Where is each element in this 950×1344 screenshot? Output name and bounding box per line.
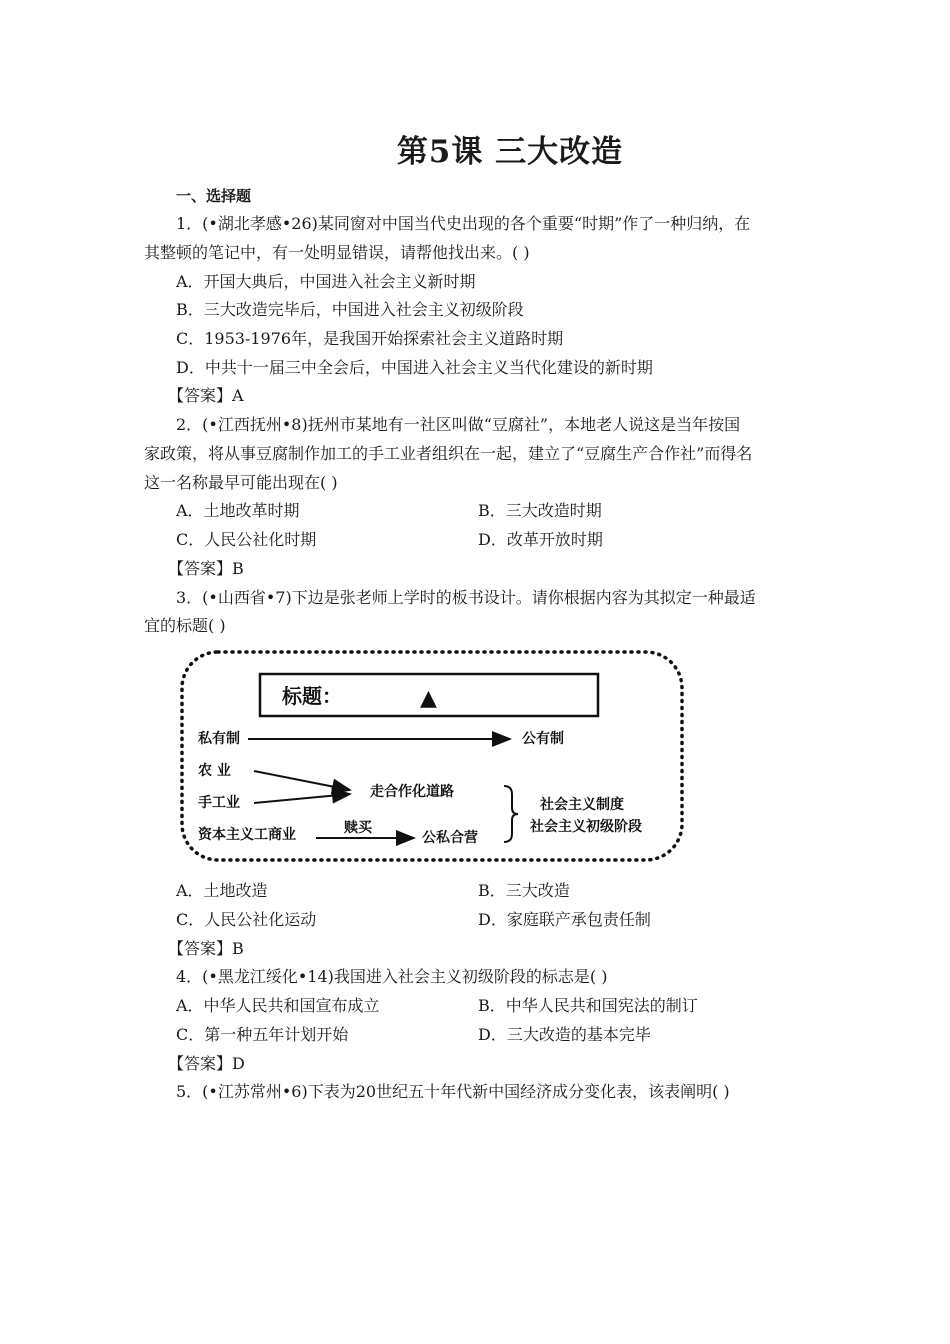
q4-option-b: B．中华人民共和国宪法的制订	[478, 996, 698, 1015]
q2-option-d: D．改革开放时期	[478, 530, 603, 549]
q4-option-a: A．中华人民共和国宣布成立	[176, 996, 380, 1015]
section-heading: 一、选择题	[176, 187, 252, 205]
q1-option-b: B．三大改造完毕后，中国进入社会主义初级阶段	[176, 300, 524, 319]
q3-option-a: A．土地改造	[176, 881, 268, 900]
q4-answer: 【答案】D	[168, 1054, 245, 1073]
brace	[504, 786, 518, 842]
q3-stem-line2: 宜的标题( )	[144, 616, 226, 635]
q3-option-c: C．人民公社化运动	[176, 910, 317, 929]
q5-stem-line1: 5．(•江苏常州•6)下表为20世纪五十年代新中国经济成分变化表，该表阐明( )	[176, 1082, 730, 1101]
q4-option-d: D．三大改造的基本完毕	[478, 1025, 651, 1044]
label-result2: 社会主义初级阶段	[530, 819, 642, 835]
q1-stem-line2: 其整顿的笔记中，有一处明显错误，请帮他找出来。( )	[144, 243, 530, 262]
q1-stem-line1: 1．(•湖北孝感•26)某同窗对中国当代史出现的各个重要“时期”作了一种归纳，在	[176, 214, 751, 233]
label-public: 公有制	[522, 731, 564, 747]
q2-answer: 【答案】B	[168, 559, 244, 578]
blackboard-diagram	[178, 646, 688, 866]
title-label: 标题：	[282, 684, 342, 708]
q3-answer: 【答案】B	[168, 939, 244, 958]
q1-option-d: D．中共十一届三中全会后，中国进入社会主义当代化建设的新时期	[176, 358, 653, 377]
label-private: 私有制	[198, 731, 240, 747]
q2-option-a: A．土地改革时期	[176, 501, 300, 520]
label-agriculture: 农 业	[198, 763, 231, 779]
label-joint: 公私合营	[422, 830, 478, 846]
q3-option-d: D．家庭联产承包责任制	[478, 910, 651, 929]
label-result1: 社会主义制度	[540, 797, 624, 813]
label-handicraft: 手工业	[198, 795, 240, 811]
q4-option-c: C．第一种五年计划开始	[176, 1025, 349, 1044]
q3-stem-line1: 3．(•山西省•7)下边是张老师上学时的板书设计。请你根据内容为其拟定一种最适	[176, 588, 756, 607]
q1-option-a: A．开国大典后，中国进入社会主义新时期	[176, 272, 476, 291]
label-capitalist: 资本主义工商业	[198, 827, 296, 843]
label-buyout: 赎买	[344, 820, 372, 836]
title-marker: ▲	[420, 686, 437, 711]
arrow-agriculture	[254, 771, 350, 790]
q3-option-b: B．三大改造	[478, 881, 570, 900]
lesson-title: 第5课 三大改造	[396, 134, 624, 170]
q2-stem-line1: 2．(•江西抚州•8)抚州市某地有一社区叫做“豆腐社”，本地老人说这是当年按国	[176, 415, 741, 434]
q2-stem-line2: 家政策，将从事豆腐制作加工的手工业者组织在一起，建立了“豆腐生产合作社”而得名	[144, 444, 753, 463]
q1-option-c: C．1953-1976年，是我国开始探索社会主义道路时期	[176, 329, 564, 348]
q4-stem-line1: 4．(•黑龙江绥化•14)我国进入社会主义初级阶段的标志是( )	[176, 967, 608, 986]
label-cooperative: 走合作化道路	[370, 784, 454, 800]
q2-option-b: B．三大改造时期	[478, 501, 602, 520]
arrow-handicraft	[254, 794, 350, 803]
q2-stem-line3: 这一名称最早可能出现在( )	[144, 473, 338, 492]
q2-option-c: C．人民公社化时期	[176, 530, 317, 549]
q1-answer: 【答案】A	[168, 386, 244, 405]
